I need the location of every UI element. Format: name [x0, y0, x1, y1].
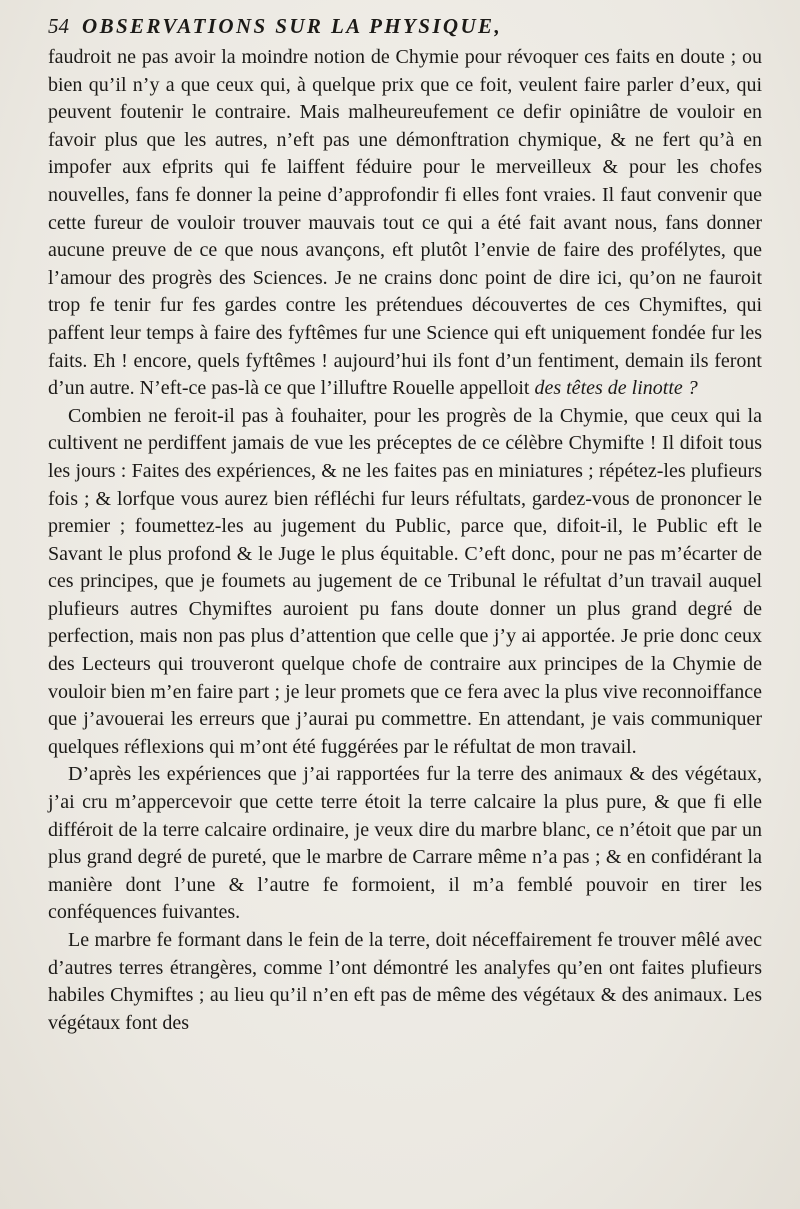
paragraph [48, 761, 762, 927]
page-number: 54 [48, 14, 69, 38]
italic-phrase: des têtes de linotte ? [534, 377, 698, 400]
paragraph-text: D’après les expériences que j’ai rapportées fur la terre des animaux & des végétaux, j’ai cru m’appercevoir que cette terre étoit la terre calcaire la plus pure, & que fi elle différoit de la terre calcaire ordinaire, je veux dire du marbre blanc, ce n’étoit que par un plus grand degré de pureté, que le marbre de Carrare même n’a pas ; & en confidérant la manière dont l’une & l’autre fe formoient, il m’a femblé pouvoir en tirer les conféquences fuivantes. [48, 763, 762, 924]
running-head [48, 0, 762, 42]
paragraph-text: Combien ne feroit-il pas à fouhaiter, pour les progrès de la Chymie, que ceux qui la cultivent ne perdiffent jamais de vue les préceptes de ce célèbre Chymifte ! Il difoit tous les jours : Faites des expériences, & ne les faites pas en miniatures ; répétez-les plufieurs fois ; & lorfque vous aurez bien réfléchi fur leurs réfultats, gardez-vous de prononcer le premier ; foumettez-les au jugement du Public, parce que, difoit-il, le Public eft le Savant le plus profond & le Juge le plus équitable. C’eft donc, pour ne pas m’écarter de ces principes, que je foumets au jugement de ce Tribunal le réfultat d’un travail auquel plufieurs autres Chymiftes auroient pu fans doute donner un plus grand degré de perfection, mais non pas plus d’attention que celle que j’y ai apportée. Je prie donc ceux des Lecteurs qui trouveront quelque chofe de contraire aux principes de la Chymie de vouloir bien m’en faire part ; je leur promets que ce fera avec la plus vive reconnoiffance que j’avouerai les erreurs que j’aurai pu commettre. En attendant, je vais communiquer quelques réflexions qui m’ont été fuggérées par le réfultat de mon travail. [48, 404, 762, 758]
paragraph [48, 927, 762, 1037]
paragraph-text: faudroit ne pas avoir la moindre notion de Chymie pour révoquer ces faits en doute ; ou bien qu’il n’y a que ceux qui, à quelque prix que ce foit, veulent faire parler d’eux, qui peuvent foutenir le contraire. Mais malheureufement ce defir opiniâtre de vouloir en favoir plus que les autres, n’eft pas une démonftration chymique, & ne fert qu’à en impofer aux efprits qui fe laiffent féduire pour le merveilleux & pour les chofes nouvelles, fans fe donner la peine d’approfondir fi elles font vraies. Il faut convenir que cette fureur de vouloir trouver mauvais tout ce qui a été fait avant nous, fans donner aucune preuve de ce que nous avançons, eft plutôt l’envie de faire des profélytes, que l’amour des progrès des Sciences. Je ne crains donc point de dire ici, qu’on ne fauroit trop fe tenir fur fes gardes contre les prétendues découvertes de ces Chymiftes, qui paffent leur temps à faire des fyftêmes fur une Science qui eft uniquement fondée fur les faits. Eh ! encore, quels fyftêmes ! aujourd’hui ils font d’un fentiment, demain ils feront d’un autre. N’eft-ce pas-là ce que l’illuftre Rouelle appelloit [48, 46, 762, 400]
body-text [48, 44, 762, 1037]
paragraph [48, 403, 762, 762]
paragraph-text: Le marbre fe formant dans le fein de la terre, doit néceffairement fe trouver mêlé avec d’autres terres étrangères, comme l’ont démontré les analyfes qu’en ont faites plufieurs habiles Chymiftes ; au lieu qu’il n’en eft pas de même des végétaux & des animaux. Les végétaux font des [48, 929, 762, 1034]
paragraph-continued [48, 44, 762, 403]
running-title: OBSERVATIONS SUR LA PHYSIQUE, [82, 14, 503, 38]
